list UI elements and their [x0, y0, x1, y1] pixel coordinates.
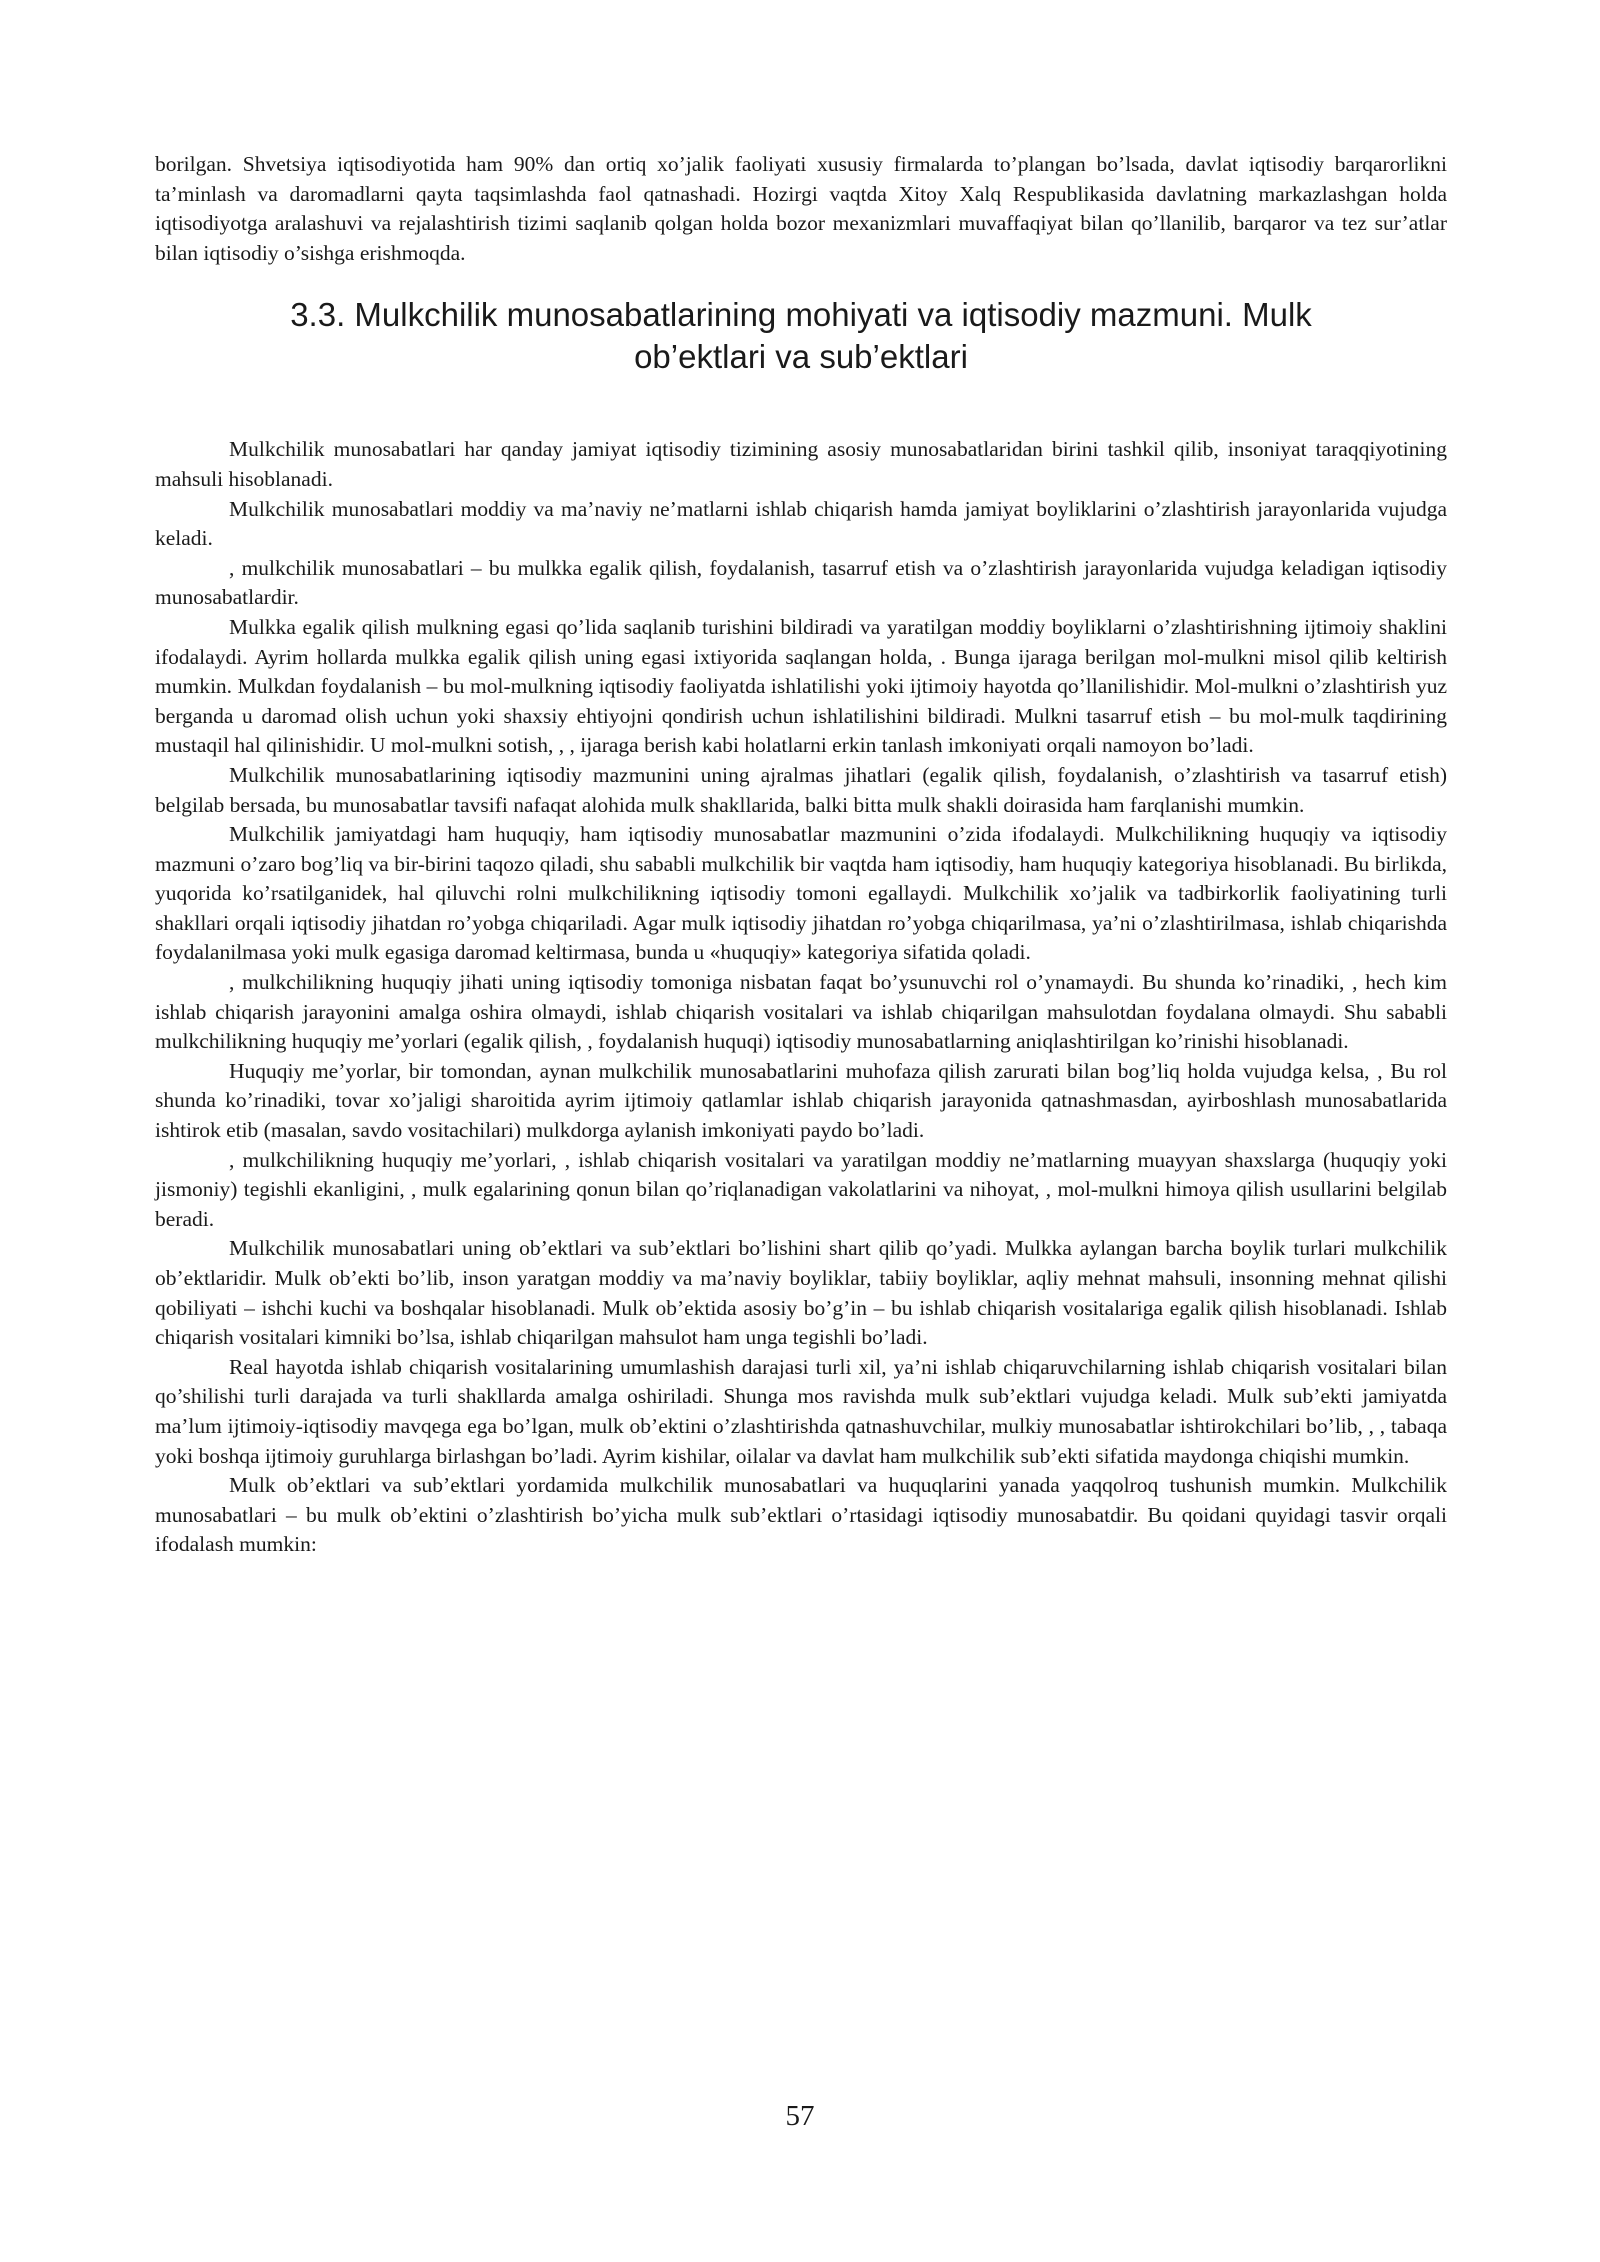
paragraph-6: Mulkchilik jamiyatdagi ham huquqiy, ham iqtisodiy munosabatlar mazmunini o’zida ifodalaydi. Mulkchilikning huquqiy va iqtisodiy mazmuni o’zaro bog’liq va bir-birini taqozo qiladi, shu sababli mulkchilik bir vaqtda ham iqtisodiy, ham huquqiy kategoriya hisoblanadi. Bu birlikda, yuqorida ko’rsatilganidek, hal qiluvchi rolni mulkchilikning iqtisodiy tomoni egallaydi. Mulkchilik xo’jalik va tadbirkorlik faoliyatining turli shakllari orqali iqtisodiy jihatdan ro’yobga chiqariladi. Agar mulk iqtisodiy jihatdan ro’yobga chiqarilmasa, ya’ni o’zlashtirilmasa, ishlab chiqarishda foydalanilmasa yoki mulk egasiga daromad keltirmasa, bunda u «huquqiy» kategoriya sifatida qoladi.	[155, 822, 1447, 965]
page-content	[155, 150, 1447, 1560]
paragraph-5: Mulkchilik munosabatlarining iqtisodiy mazmunini uning ajralmas jihatlari (egalik qilish, foydalanish, o’zlashtirish va tasarruf etish) belgilab bersada, bu munosabatlar tavsifi nafaqat alohida mulk shakllarida, balki bitta mulk shakli doirasida ham farqlanishi mumkin.	[155, 762, 1447, 817]
intro-paragraph: borilgan. Shvetsiya iqtisodiyotida ham 90% dan ortiq xo’jalik faoliyati xususiy firmalarda to’plangan bo’lsada, davlat iqtisodiy barqarorlikni ta’minlash va daromadlarni qayta taqsimlashda faol qatnashadi. Hozirgi vaqtda Xitoy Xalq Respublikasida davlatning markazlashgan holda iqtisodiyotga aralashuvi va rejalashtirish tizimi saqlanib qolgan holda bozor mexanizmlari muvaffaqiyat bilan qo’llanilib, barqaror va tez sur’atlar bilan iqtisodiy o’sishga erishmoqda.	[155, 152, 1447, 265]
paragraph-3: , mulkchilik munosabatlari – bu mulkka egalik qilish, foydalanish, tasarruf etish va o’zlashtirish jarayonlarida vujudga keladigan iqtisodiy munosabatlardir.	[155, 555, 1447, 610]
paragraph-12: Mulk ob’ektlari va sub’ektlari yordamida mulkchilik munosabatlari va huquqlarini yanada yaqqolroq tushunish mumkin. Mulkchilik munosabatlari – bu mulk ob’ektini o’zlashtirish bo’yicha mulk sub’ektlari o’rtasidagi iqtisodiy munosabatdir. Bu qoidani quyidagi tasvir orqali ifodalash mumkin:	[155, 1473, 1447, 1557]
paragraph-10: Mulkchilik munosabatlari uning ob’ektlari va sub’ektlari bo’lishini shart qilib qo’yadi. Mulkka aylangan barcha boylik turlari mulkchilik ob’ektlaridir. Mulk ob’ekti bo’lib, inson yaratgan moddiy va ma’naviy boyliklar, tabiiy boyliklar, aqliy mehnat mahsuli, insonning mehnat qilishi qobiliyati – ishchi kuchi va boshqalar hisoblanadi. Mulk ob’ektida asosiy bo’g’in – bu ishlab chiqarish vositalariga egalik qilish hisoblanadi. Ishlab chiqarish vositalari kimniki bo’lsa, ishlab chiqarilgan mahsulot ham unga tegishli bo’ladi.	[155, 1236, 1447, 1350]
paragraph-4: Mulkka egalik qilish mulkning egasi qo’lida saqlanib turishini bildiradi va yaratilgan moddiy boyliklarni o’zlashtirishning ijtimoiy shaklini ifodalaydi. Ayrim hollarda mulkka egalik qilish uning egasi ixtiyorida saqlangan holda, . Bunga ijaraga berilgan mol-mulkni misol qilib keltirish mumkin. Mulkdan foydalanish – bu mol-mulkning iqtisodiy faoliyatda ishlatilishi yoki ijtimoiy hayotda qo’llanilishidir. Mol-mulkni o’zlashtirish yuz berganda u daromad olish uchun yoki shaxsiy ehtiyojni qondirish uchun ishlatilishini bildiradi. Mulkni tasarruf etish – bu mol-mulk taqdirining mustaqil hal qilinishidir. U mol-mulkni sotish, , , ijaraga berish kabi holatlarni erkin tanlash imkoniyati orqali namoyon bo’ladi.	[155, 614, 1447, 758]
paragraph-11: Real hayotda ishlab chiqarish vositalarining umumlashish darajasi turli xil, ya’ni ishlab chiqaruvchilarning ishlab chiqarish vositalari bilan qo’shilishi turli darajada va turli shakllarda amalga oshiriladi. Shunga mos ravishda mulk sub’ektlari vujudga keladi. Mulk sub’ekti jamiyatda ma’lum ijtimoiy-iqtisodiy mavqega ega bo’lgan, mulk ob’ektini o’zlashtirishda qatnashuvchilar, mulkiy munosabatlar ishtirokchilari bo’lib, , , tabaqa yoki boshqa ijtimoiy guruhlarga birlashgan bo’ladi. Ayrim kishilar, oilalar va davlat ham mulkchilik sub’ekti sifatida maydonga chiqishi mumkin.	[155, 1354, 1447, 1468]
section-heading: 3.3. Mulkchilik munosabatlarining mohiyati va iqtisodiy mazmuni. Mulk ob’ektlari va sub’ektlari	[290, 296, 1312, 376]
page-number: 57	[785, 2100, 815, 2132]
paragraph-2: Mulkchilik munosabatlari moddiy va ma’naviy ne’matlarni ishlab chiqarish hamda jamiyat boyliklarini o’zlashtirish jarayonlarida vujudga keladi.	[155, 496, 1447, 551]
paragraph-9: , mulkchilikning huquqiy me’yorlari, , ishlab chiqarish vositalari va yaratilgan moddiy ne’matlarning muayyan shaxslarga (huquqiy yoki jismoniy) tegishli ekanligini, , mulk egalarining qonun bilan qo’riqlanadigan vakolatlarini va nihoyat, , mol-mulkni himoya qilish usullarini belgilab beradi.	[155, 1147, 1447, 1231]
paragraph-1: Mulkchilik munosabatlari har qanday jamiyat iqtisodiy tizimining asosiy munosabatlaridan birini tashkil qilib, insoniyat taraqqiyotining mahsuli hisoblanadi.	[155, 437, 1447, 491]
paragraph-7: , mulkchilikning huquqiy jihati uning iqtisodiy tomoniga nisbatan faqat bo’ysunuvchi rol o’ynamaydi. Bu shunda ko’rinadiki, , hech kim ishlab chiqarish jarayonini amalga oshira olmaydi, ishlab chiqarish vositalari va ishlab chiqarilgan mahsulotdan foydalana olmaydi. Shu sababli mulkchilikning huquqiy me’yorlari (egalik qilish, , foydalanish huquqi) iqtisodiy munosabatlarning aniqlashtirilgan ko’rinishi hisoblanadi.	[155, 970, 1447, 1054]
paragraph-8: Huquqiy me’yorlar, bir tomondan, aynan mulkchilik munosabatlarini muhofaza qilish zarurati bilan bog’liq holda vujudga kelsa, , Bu rol shunda ko’rinadiki, tovar xo’jaligi sharoitida ayrim ijtimoiy qatlamlar ishlab chiqarish jarayonida qatnashmasdan, ayirboshlash munosabatlarida ishtirok etib (masalan, savdo vositachilari) mulkdorga aylanish imkoniyati paydo bo’ladi.	[155, 1058, 1447, 1143]
